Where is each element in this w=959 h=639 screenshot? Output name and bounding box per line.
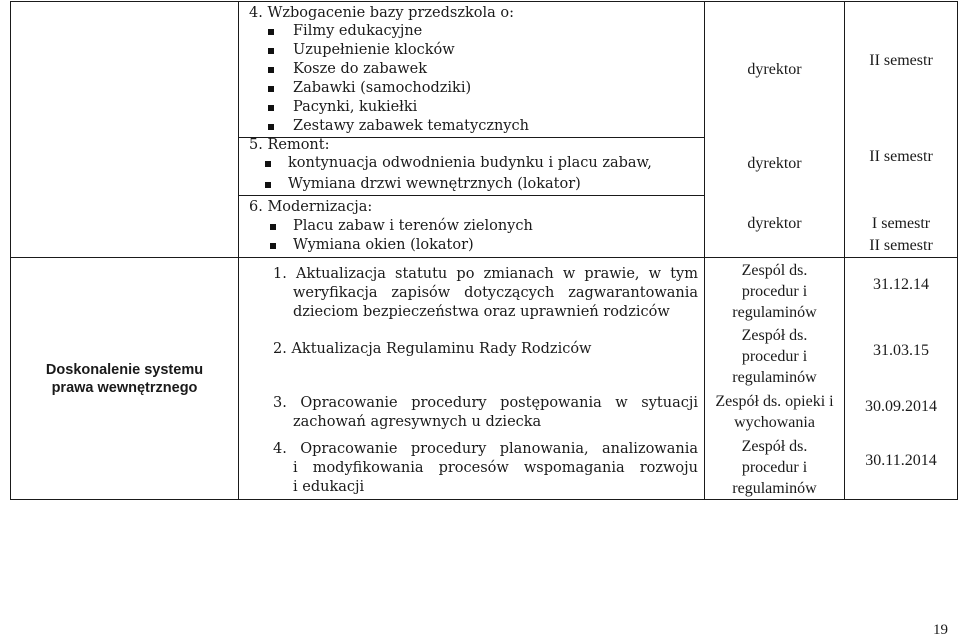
law1-resp-3: regulaminów xyxy=(732,304,817,321)
law4-line1: 4. Opracowanie procedury planowania, analizowania xyxy=(273,441,698,457)
section-divider xyxy=(10,257,958,258)
bullet-icon xyxy=(268,48,274,54)
bullet-icon xyxy=(268,29,274,35)
law4-date: 30.11.2014 xyxy=(865,452,937,469)
item6-term-1: I semestr xyxy=(871,215,931,232)
area-label xyxy=(11,361,238,397)
law1-resp-2: procedur i xyxy=(741,283,808,300)
law3-line2: zachowań agresywnych u dziecka xyxy=(293,414,542,430)
law3-resp-2: wychowania xyxy=(734,414,815,431)
law2-text: 2. Aktualizacja Regulaminu Rady Rodziców xyxy=(273,341,592,357)
law4-line2: i modyfikowania procesów wspomagania rozwoju xyxy=(293,460,698,476)
item5-responsible: dyrektor xyxy=(747,155,802,172)
bullet-icon xyxy=(268,86,274,92)
item6-bullet-2: Wymiana okien (lokator) xyxy=(293,237,474,253)
law4-line3: i edukacji xyxy=(293,479,365,495)
item4-bullet-2: Uzupełnienie klocków xyxy=(293,42,455,58)
law1-date: 31.12.14 xyxy=(873,276,929,293)
item4-bullet-6: Zestawy zabawek tematycznych xyxy=(293,118,529,134)
law2-date: 31.03.15 xyxy=(873,342,929,359)
table-border-bottom xyxy=(10,499,958,500)
bullet-icon xyxy=(270,224,276,230)
item4-term: II semestr xyxy=(869,52,933,69)
item5-title: 5. Remont: xyxy=(249,137,330,153)
law2-resp-1: Zespół ds. xyxy=(741,327,808,344)
col-border-right xyxy=(957,1,958,500)
law1-line2: weryfikacja zapisów dotyczących zagwarantowania xyxy=(293,285,698,301)
law4-resp-3: regulaminów xyxy=(732,480,817,497)
item5-bullet-2: Wymiana drzwi wewnętrznych (lokator) xyxy=(288,176,581,192)
col-border-left xyxy=(10,1,11,500)
law4-resp-1: Zespół ds. xyxy=(741,438,808,455)
item4-bullet-5: Pacynki, kukiełki xyxy=(293,99,418,115)
area-label-line1: Doskonalenie systemu xyxy=(45,362,204,378)
law4-resp-2: procedur i xyxy=(741,459,808,476)
item6-bullet-1: Placu zabaw i terenów zielonych xyxy=(293,218,533,234)
bullet-icon xyxy=(268,105,274,111)
row-divider-6 xyxy=(239,195,704,196)
item6-title: 6. Modernizacja: xyxy=(249,199,373,215)
law1-line1: 1. Aktualizacja statutu po zmianach w prawie, w tym xyxy=(273,266,698,282)
law1-resp-1: Zespól ds. xyxy=(741,262,808,279)
bullet-icon xyxy=(268,67,274,73)
bullet-icon xyxy=(265,182,271,188)
law3-date: 30.09.2014 xyxy=(865,398,937,415)
item6-term-2: II semestr xyxy=(869,237,933,254)
law1-line3: dzieciom bezpieczeństwa oraz uprawnień rodziców xyxy=(293,304,670,320)
law2-resp-2: procedur i xyxy=(741,348,808,365)
item4-title: 4. Wzbogacenie bazy przedszkola o: xyxy=(249,5,514,21)
law2-resp-3: regulaminów xyxy=(732,369,817,386)
page-number: 19 xyxy=(933,622,948,638)
item6-responsible: dyrektor xyxy=(747,215,802,232)
item4-bullet-1: Filmy edukacyjne xyxy=(293,23,423,39)
col-border-1 xyxy=(238,1,239,500)
item4-responsible: dyrektor xyxy=(747,61,802,78)
item4-bullet-3: Kosze do zabawek xyxy=(293,61,428,77)
law3-resp-1: Zespół ds. opieki i xyxy=(715,393,834,410)
bullet-icon xyxy=(270,243,276,249)
bullet-icon xyxy=(268,124,274,130)
table-border-top xyxy=(10,1,958,2)
area-label-line2: prawa wewnętrznego xyxy=(51,380,198,396)
item5-bullet-1: kontynuacja odwodnienia budynku i placu zabaw, xyxy=(288,155,652,171)
item4-bullet-4: Zabawki (samochodziki) xyxy=(293,80,472,96)
law3-line1: 3. Opracowanie procedury postępowania w sytuacji xyxy=(273,395,698,411)
item5-term: II semestr xyxy=(869,148,933,165)
bullet-icon xyxy=(265,161,271,167)
